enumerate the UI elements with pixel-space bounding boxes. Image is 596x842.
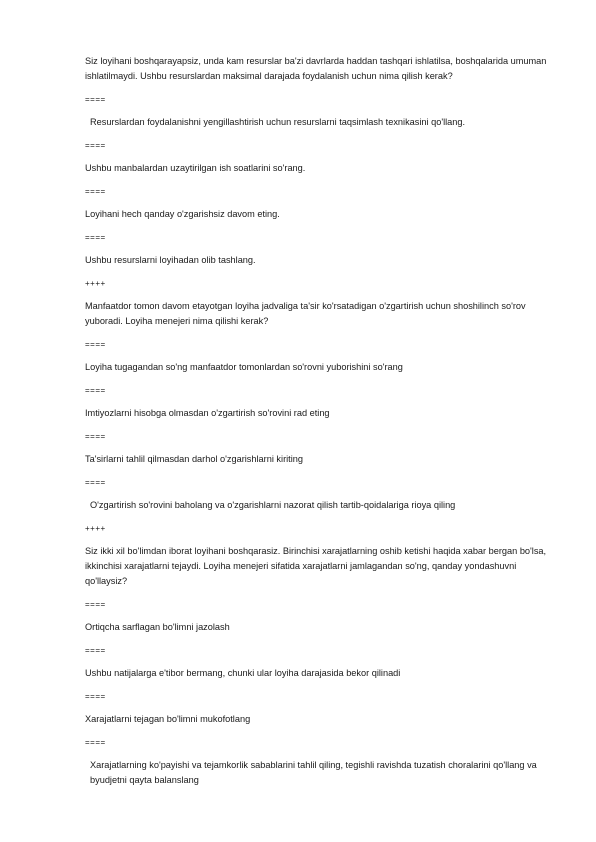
option-separator: ==== xyxy=(85,95,106,104)
answer-option: Imtiyozlarni hisobga olmasdan o'zgartirish so'rovini rad eting xyxy=(85,408,330,418)
question-text: Siz ikki xil bo'limdan iborat loyihani boshqarasiz. Birinchisi xarajatlarning oshib ketishi haqida xabar bergan bo'lsa, ikkinchisi xarajatlarni tejaydi. Loyiha menejeri sifatida xarajatlarni jamlagandan so'ng, qanday yondashuvni qo'llaysiz? xyxy=(85,546,547,586)
option-separator: ==== xyxy=(85,432,106,441)
answer-option: Ushbu manbalardan uzaytirilgan ish soatlarini so'rang. xyxy=(85,163,306,173)
option-separator: ==== xyxy=(85,646,106,655)
answer-option: Ortiqcha sarflagan bo'limni jazolash xyxy=(85,622,230,632)
answer-option: Resurslardan foydalanishni yengillashtirish uchun resurslarni taqsimlash texnikasini qo'llang. xyxy=(90,117,466,127)
answer-option: Xarajatlarni tejagan bo'limni mukofotlang xyxy=(85,714,251,724)
answer-option: Xarajatlarning ko'payishi va tejamkorlik sabablarini tahlil qiling, tegishli ravishda tuzatish choralarini qo'llang va byudjetni qayta balanslang xyxy=(90,760,537,785)
answer-option: Ta'sirlarni tahlil qilmasdan darhol o'zgarishlarni kiriting xyxy=(85,454,303,464)
option-separator: ==== xyxy=(85,478,106,487)
option-separator: ==== xyxy=(85,340,106,349)
question-text: Manfaatdor tomon davom etayotgan loyiha jadvaliga ta'sir ko'rsatadigan o'zgartirish uchun shoshilinch so'rov yuboradi. Loyiha menejeri nima qilishi kerak? xyxy=(85,301,526,326)
option-separator: ==== xyxy=(85,386,106,395)
answer-option: Ushbu resurslarni loyihadan olib tashlang. xyxy=(85,255,256,265)
answer-option: Loyihani hech qanday o'zgarishsiz davom eting. xyxy=(85,209,280,219)
option-separator: ==== xyxy=(85,187,106,196)
question-separator: ++++ xyxy=(85,279,106,288)
question-text: Siz loyihani boshqarayapsiz, unda kam resurslar ba'zi davrlarda haddan tashqari ishlatilsa, boshqalarida umuman ishlatilmaydi. Ushbu resurslardan maksimal darajada foydalanish uchun nima qilish kerak? xyxy=(85,56,547,81)
option-separator: ==== xyxy=(85,141,106,150)
answer-option: Loyiha tugagandan so'ng manfaatdor tomonlardan so'rovni yuborishini so'rang xyxy=(85,362,403,372)
document-body xyxy=(85,54,555,796)
question-separator: ++++ xyxy=(85,524,106,533)
option-separator: ==== xyxy=(85,600,106,609)
answer-option: Ushbu natijalarga e'tibor bermang, chunki ular loyiha darajasida bekor qilinadi xyxy=(85,668,401,678)
answer-option: O'zgartirish so'rovini baholang va o'zgarishlarni nazorat qilish tartib-qoidalariga rioya qiling xyxy=(90,500,456,510)
option-separator: ==== xyxy=(85,738,106,747)
option-separator: ==== xyxy=(85,233,106,242)
option-separator: ==== xyxy=(85,692,106,701)
